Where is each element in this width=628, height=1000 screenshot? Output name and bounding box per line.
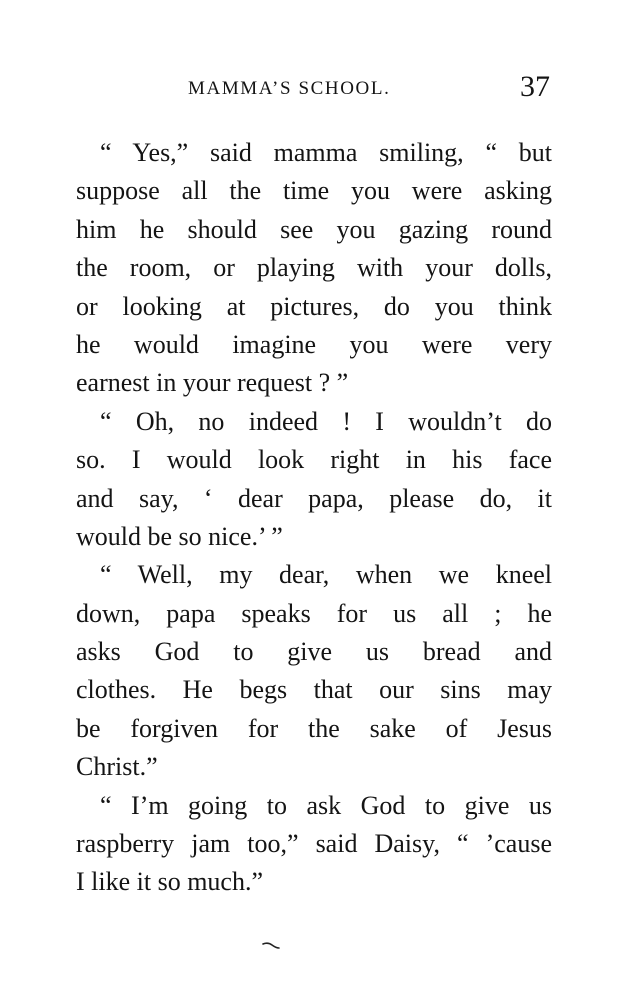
paragraph-3 [76, 556, 552, 786]
running-title: MAMMA’S SCHOOL. [188, 78, 391, 99]
body-text [76, 134, 552, 902]
text-line: suppose all the time you were asking [76, 176, 552, 206]
text-line: or looking at pictures, do you think [76, 291, 552, 321]
text-line: “ Well, my dear, when we kneel [100, 560, 552, 590]
text-line: be forgiven for the sake of Jesus [76, 713, 552, 743]
ink-mark [262, 940, 280, 950]
text-line: down, papa speaks for us all ; he [76, 598, 552, 628]
text-line: “ Oh, no indeed ! I wouldn’t do [100, 406, 552, 436]
text-line: Christ.” [76, 752, 158, 782]
text-line: and say, ‘ dear papa, please do, it [76, 483, 552, 513]
text-line: “ I’m going to ask God to give us [100, 790, 552, 820]
text-line: I like it so much.” [76, 867, 264, 897]
text-line: he would imagine you were very [76, 329, 552, 359]
text-line: “ Yes,” said mamma smiling, “ but [100, 138, 552, 167]
text-line: the room, or playing with your dolls, [76, 253, 552, 283]
paragraph-1 [76, 134, 552, 403]
running-head [76, 70, 552, 110]
text-line: raspberry jam too,” said Daisy, “ ’cause [76, 829, 552, 859]
paragraph-2 [76, 403, 552, 557]
text-line: would be so nice.’ ” [76, 521, 283, 551]
paragraph-4 [76, 787, 552, 902]
text-line: clothes. He begs that our sins may [76, 675, 552, 705]
text-line: so. I would look right in his face [76, 445, 552, 475]
text-line: asks God to give us bread and [76, 637, 552, 667]
text-line: earnest in your request ? ” [76, 368, 349, 398]
page-number: 37 [520, 70, 550, 103]
text-line: him he should see you gazing round [76, 214, 552, 244]
